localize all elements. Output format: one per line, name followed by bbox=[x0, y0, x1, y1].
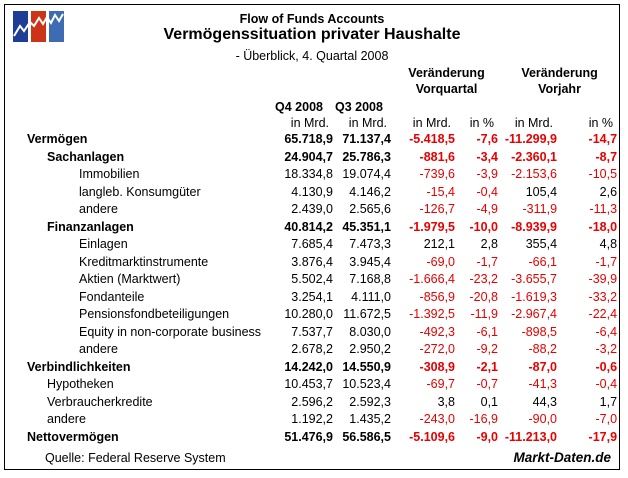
value-cell: 1.435,2 bbox=[349, 412, 391, 426]
value-cell: -11.213,0 bbox=[504, 429, 558, 444]
spacer-cell bbox=[5, 115, 245, 131]
value-cell: -41,3 bbox=[528, 377, 558, 391]
value-cell: 8.030,0 bbox=[349, 324, 391, 339]
value-cell: -2,1 bbox=[476, 359, 499, 374]
group-header-line: Veränderung bbox=[521, 66, 598, 80]
table-row bbox=[5, 236, 619, 254]
unit-label: in Mrd. bbox=[412, 115, 451, 130]
value-cell: -6,1 bbox=[476, 324, 499, 339]
table-row bbox=[5, 394, 619, 412]
spacer-cell bbox=[500, 99, 559, 115]
value-cell: -898,5 bbox=[521, 324, 558, 339]
value-cell: -1.666,4 bbox=[409, 272, 455, 286]
value-cell: -15,4 bbox=[426, 184, 455, 199]
value-cell: -6,4 bbox=[595, 324, 618, 339]
value-cell: -22,4 bbox=[588, 307, 618, 321]
value-cell: -66,1 bbox=[528, 254, 558, 269]
group-header-line: Veränderung bbox=[408, 66, 485, 80]
value-cell: -23,2 bbox=[469, 272, 499, 286]
table-row bbox=[5, 376, 619, 394]
value-cell: -0,4 bbox=[476, 184, 499, 199]
value-cell: 7.168,8 bbox=[349, 272, 391, 286]
value-cell: -11.299,9 bbox=[504, 132, 558, 146]
value-cell: 19.074,4 bbox=[342, 167, 391, 181]
spacer-cell bbox=[5, 99, 245, 115]
value-cell: 2.439,0 bbox=[291, 202, 333, 216]
table-row bbox=[5, 324, 619, 342]
value-cell: 1,7 bbox=[599, 394, 618, 409]
value-cell: -69,0 bbox=[426, 254, 455, 269]
table-row bbox=[5, 166, 619, 184]
value-cell: -14,7 bbox=[588, 132, 618, 146]
value-cell: -2.360,1 bbox=[511, 149, 558, 164]
spacer-cell bbox=[335, 65, 393, 99]
value-cell: -1,7 bbox=[476, 254, 499, 269]
row-label: Verbraucherkredite bbox=[47, 394, 153, 409]
row-label: Finanzanlagen bbox=[47, 219, 134, 234]
row-label: andere bbox=[47, 412, 86, 426]
value-cell: -8.939,9 bbox=[511, 219, 558, 234]
value-cell: -3,4 bbox=[476, 149, 499, 164]
value-cell: -18,0 bbox=[588, 219, 618, 234]
value-cell: -17,9 bbox=[588, 429, 618, 444]
value-cell: -33,2 bbox=[588, 289, 618, 304]
table-row bbox=[5, 359, 619, 377]
value-cell: 5.502,4 bbox=[291, 272, 333, 286]
value-cell: -243,0 bbox=[419, 412, 455, 426]
value-cell: -492,3 bbox=[419, 324, 455, 339]
value-cell: 25.786,3 bbox=[342, 149, 391, 164]
spacer-cell bbox=[393, 99, 457, 115]
value-cell: 56.586,5 bbox=[342, 429, 391, 444]
value-cell: 18.334,8 bbox=[284, 167, 333, 181]
value-cell: -39,9 bbox=[588, 272, 618, 286]
value-cell: -10,0 bbox=[469, 219, 499, 234]
value-cell: -20,8 bbox=[469, 289, 499, 304]
row-label: Vermögen bbox=[27, 132, 88, 146]
row-label: andere bbox=[79, 202, 118, 216]
value-cell: -87,0 bbox=[528, 359, 558, 374]
value-cell: 2,8 bbox=[480, 237, 499, 251]
group-header-line: Vorquartal bbox=[415, 82, 478, 96]
table-row bbox=[5, 271, 619, 289]
report-frame bbox=[4, 4, 620, 470]
table-row bbox=[5, 411, 619, 429]
group-header-row bbox=[5, 65, 619, 99]
value-cell: 4.111,0 bbox=[351, 289, 391, 304]
row-label: Pensionsfondbeteiligungen bbox=[79, 307, 230, 321]
value-cell: 10.523,4 bbox=[342, 377, 391, 391]
value-cell: -1,7 bbox=[595, 254, 618, 269]
value-cell: -10,5 bbox=[588, 167, 618, 181]
quarter-header-row bbox=[5, 99, 619, 115]
value-cell: 24.904,7 bbox=[284, 149, 333, 164]
spacer-cell bbox=[245, 65, 335, 99]
value-cell: 10.453,7 bbox=[284, 377, 333, 391]
value-cell: 7.537,7 bbox=[291, 324, 333, 339]
spacer-cell bbox=[559, 99, 619, 115]
value-cell: 51.476,9 bbox=[284, 429, 333, 444]
table-row bbox=[5, 131, 619, 149]
brand-watermark: Markt-Daten.de bbox=[513, 450, 611, 465]
page-subtitle: Vermögenssituation privater Haushalte bbox=[163, 26, 461, 43]
spacer-cell bbox=[457, 99, 500, 115]
value-cell: 3.876,4 bbox=[291, 254, 333, 269]
value-cell: 7.473,3 bbox=[349, 237, 391, 251]
value-cell: 14.242,0 bbox=[284, 359, 333, 374]
table-row bbox=[5, 201, 619, 219]
row-label: Sachanlagen bbox=[47, 149, 125, 164]
value-cell: -9,2 bbox=[476, 342, 499, 356]
value-cell: 0,1 bbox=[480, 394, 499, 409]
value-cell: -1.979,5 bbox=[409, 219, 455, 234]
value-cell: -1.392,5 bbox=[409, 307, 455, 321]
value-cell: 212,1 bbox=[423, 237, 455, 251]
value-cell: 2.565,6 bbox=[349, 202, 391, 216]
row-label: Aktien (Marktwert) bbox=[79, 272, 181, 286]
unit-header-row bbox=[5, 115, 619, 131]
value-cell: -5.418,5 bbox=[409, 132, 455, 146]
value-cell: 2,6 bbox=[599, 184, 618, 199]
row-label: Einlagen bbox=[79, 237, 128, 251]
value-cell: -739,6 bbox=[419, 167, 455, 181]
value-cell: -9,0 bbox=[476, 429, 499, 444]
value-cell: 65.718,9 bbox=[284, 132, 333, 146]
row-label: langleb. Konsumgüter bbox=[79, 184, 201, 199]
value-cell: -1.619,3 bbox=[511, 289, 558, 304]
value-cell: 105,4 bbox=[525, 184, 558, 199]
table-row bbox=[5, 149, 619, 167]
value-cell: -0,6 bbox=[595, 359, 618, 374]
group-header-line: Vorjahr bbox=[538, 82, 581, 96]
value-cell: 44,3 bbox=[532, 394, 558, 409]
value-cell: 2.592,3 bbox=[349, 394, 391, 409]
column-header-q3: Q3 2008 bbox=[335, 100, 383, 114]
value-cell: -11,3 bbox=[589, 202, 618, 216]
table-body bbox=[5, 131, 619, 446]
value-cell: -126,7 bbox=[419, 202, 455, 216]
row-label: andere bbox=[79, 342, 118, 356]
table-row bbox=[5, 429, 619, 447]
value-cell: 11.672,5 bbox=[343, 307, 391, 321]
row-label: Hypotheken bbox=[47, 377, 114, 391]
value-cell: -5.109,6 bbox=[409, 429, 455, 444]
value-cell: 2.678,2 bbox=[291, 342, 333, 356]
table-row bbox=[5, 306, 619, 324]
value-cell: -3,2 bbox=[595, 342, 618, 356]
value-cell: -0,7 bbox=[476, 377, 499, 391]
row-label: Kreditmarktinstrumente bbox=[79, 254, 209, 269]
value-cell: 10.280,0 bbox=[284, 307, 333, 321]
value-cell: 2.950,2 bbox=[349, 342, 391, 356]
group-header-quarter bbox=[393, 65, 500, 99]
source-note: Quelle: Federal Reserve System bbox=[45, 451, 226, 465]
spacer-cell bbox=[5, 65, 245, 99]
value-cell: -90,0 bbox=[528, 412, 558, 426]
value-cell: -69,7 bbox=[426, 377, 455, 391]
unit-label: in Mrd. bbox=[348, 115, 387, 130]
value-cell: 7.685,4 bbox=[291, 237, 333, 251]
value-cell: 4,8 bbox=[599, 237, 618, 251]
row-label: Verbindlichkeiten bbox=[27, 359, 131, 374]
group-header-year bbox=[500, 65, 619, 99]
value-cell: -311,9 bbox=[522, 202, 558, 216]
value-cell: 2.596,2 bbox=[291, 394, 333, 409]
value-cell: 14.550,9 bbox=[342, 359, 391, 374]
value-cell: -2.153,6 bbox=[511, 167, 558, 181]
table-row bbox=[5, 184, 619, 202]
value-cell: 3,8 bbox=[437, 394, 455, 409]
value-cell: 1.192,2 bbox=[291, 412, 333, 426]
row-label: Nettovermögen bbox=[27, 429, 119, 444]
value-cell: -7,6 bbox=[476, 132, 499, 146]
value-cell: 4.130,9 bbox=[291, 184, 333, 199]
value-cell: -8,7 bbox=[595, 149, 618, 164]
value-cell: 45.351,1 bbox=[342, 219, 391, 234]
value-cell: -0,4 bbox=[595, 377, 618, 391]
table-row bbox=[5, 289, 619, 307]
unit-label: in % bbox=[469, 115, 495, 130]
value-cell: 40.814,2 bbox=[284, 219, 333, 234]
value-cell: 3.945,4 bbox=[349, 254, 391, 269]
unit-label: in Mrd. bbox=[290, 115, 329, 130]
value-cell: -7,0 bbox=[595, 412, 618, 426]
table-row bbox=[5, 341, 619, 359]
value-cell: -11,9 bbox=[470, 307, 499, 321]
value-cell: 4.146,2 bbox=[349, 184, 391, 199]
unit-label: in % bbox=[588, 115, 614, 130]
table-row bbox=[5, 254, 619, 272]
row-label: Fondanteile bbox=[79, 289, 145, 304]
wealth-table bbox=[5, 65, 619, 446]
value-cell: -16,9 bbox=[469, 412, 499, 426]
value-cell: -272,0 bbox=[419, 342, 455, 356]
column-header-q4: Q4 2008 bbox=[275, 100, 323, 114]
value-cell: -856,9 bbox=[419, 289, 455, 304]
value-cell: 355,4 bbox=[525, 237, 558, 251]
page-period: - Überblick, 4. Quartal 2008 bbox=[235, 49, 389, 63]
row-label: Equity in non-corporate business bbox=[79, 324, 262, 339]
value-cell: -3,9 bbox=[476, 167, 499, 181]
value-cell: -88,2 bbox=[528, 342, 558, 356]
value-cell: -4,9 bbox=[476, 202, 499, 216]
value-cell: -3.655,7 bbox=[511, 272, 558, 286]
value-cell: 3.254,1 bbox=[291, 289, 333, 304]
page-title: Flow of Funds Accounts bbox=[239, 12, 385, 26]
value-cell: -308,9 bbox=[419, 359, 455, 374]
row-label: Immobilien bbox=[79, 167, 140, 181]
table-row bbox=[5, 219, 619, 237]
unit-label: in Mrd. bbox=[514, 115, 554, 130]
value-cell: 71.137,4 bbox=[342, 132, 391, 146]
value-cell: -881,6 bbox=[419, 149, 455, 164]
value-cell: -2.967,4 bbox=[511, 307, 558, 321]
